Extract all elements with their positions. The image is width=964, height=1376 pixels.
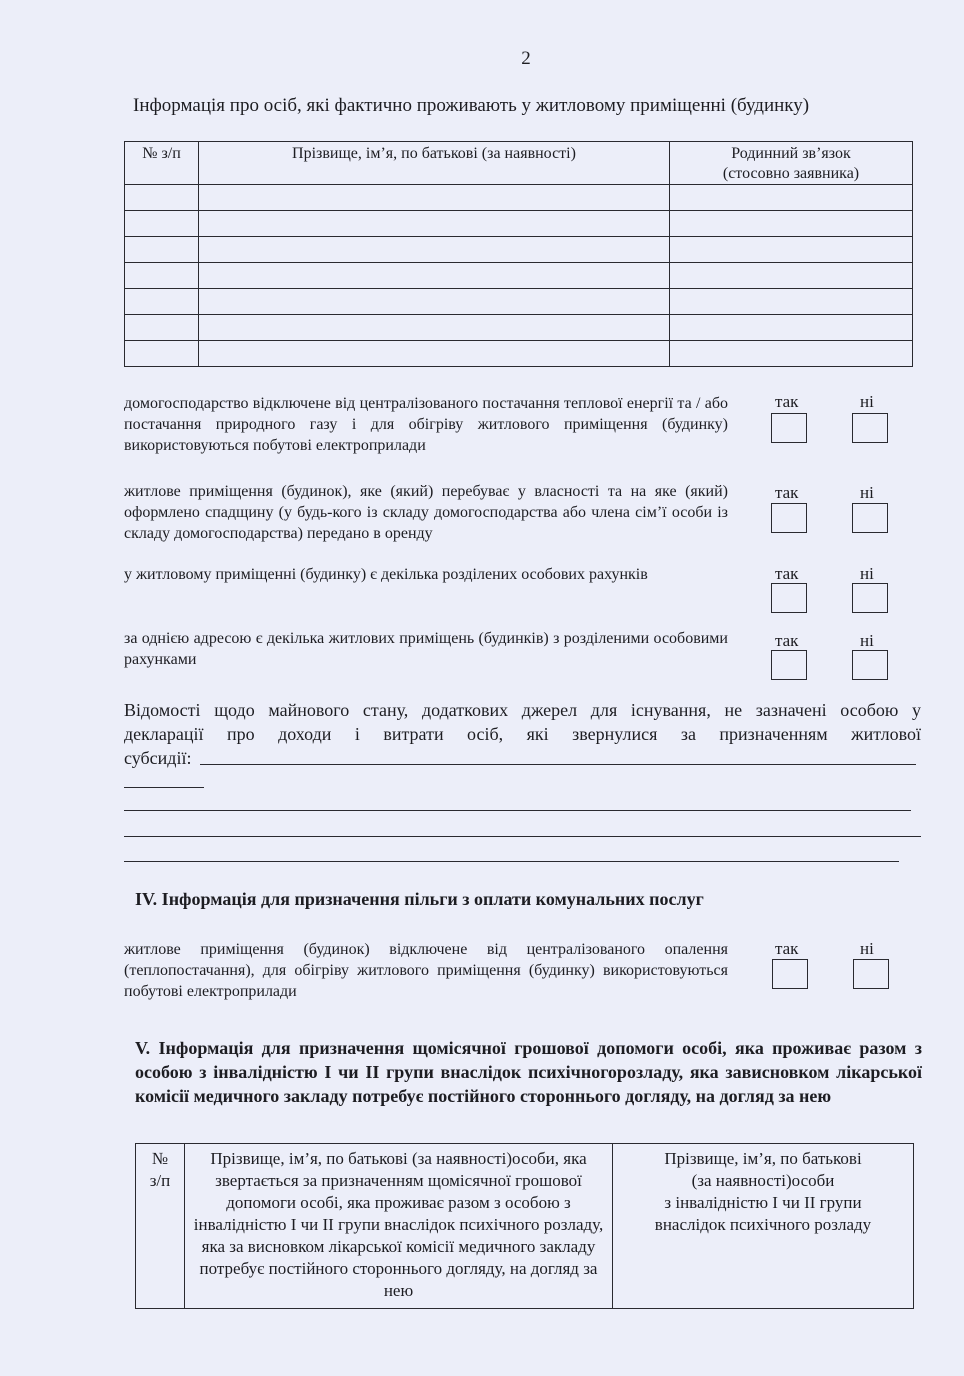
cell-name[interactable] bbox=[199, 211, 670, 237]
answer-line[interactable] bbox=[124, 810, 911, 811]
table-row bbox=[125, 211, 913, 237]
cell-num[interactable] bbox=[125, 315, 199, 341]
yes-label: так bbox=[775, 564, 799, 583]
no-checkbox[interactable] bbox=[852, 583, 888, 613]
caregiver-table bbox=[135, 1143, 914, 1309]
no-checkbox[interactable] bbox=[852, 413, 888, 443]
no-checkbox[interactable] bbox=[852, 503, 888, 533]
header-relation bbox=[670, 142, 913, 185]
no-label: ні bbox=[860, 392, 874, 411]
header-num: № з/п bbox=[125, 142, 199, 185]
cell-relation[interactable] bbox=[670, 263, 913, 289]
header-relation-line2: (стосовно заявника) bbox=[722, 165, 860, 182]
question-split-accounts: у житловому приміщенні (будинку) є декілька розділених особових рахунків bbox=[124, 566, 648, 583]
yes-label: так bbox=[775, 392, 799, 411]
header-disabled-person-name bbox=[613, 1144, 914, 1309]
cell-num[interactable] bbox=[125, 211, 199, 237]
table-row bbox=[125, 315, 913, 341]
cell-relation[interactable] bbox=[670, 289, 913, 315]
section4-question: житлове приміщення (будинок) відключене від централізованого опалення (теплопостачання), для обігріву житлового приміщення (будинку) використовуються побутові електроприлади bbox=[124, 941, 728, 1000]
section5-heading: V. Інформація для призначення щомісячної грошової допомоги особі, яка проживає разом з особою з інвалідністю I чи II групи внаслідок психічногорозладу, яка зависновком лікарської комісії медичного закладу потребує постійного стороннього догляду, на догляд за нею bbox=[135, 1038, 922, 1106]
cell-name[interactable] bbox=[199, 185, 670, 211]
cell-name[interactable] bbox=[199, 289, 670, 315]
answer-line[interactable] bbox=[200, 764, 916, 765]
yes-label: так bbox=[775, 631, 799, 650]
yes-label: так bbox=[775, 939, 799, 958]
no-label: ні bbox=[860, 483, 874, 502]
table-row bbox=[125, 289, 913, 315]
table-row bbox=[125, 263, 913, 289]
header-num-line1: № bbox=[151, 1149, 169, 1168]
header-disabled-line2: (за наявності)особи bbox=[691, 1171, 835, 1190]
residents-title: Інформація про осіб, які фактично проживають у житловому приміщенні (будинку) bbox=[133, 95, 810, 116]
property-info-line2: декларації про доходи і витрати осіб, які звернулися за призначенням житлової bbox=[124, 724, 921, 744]
header-name: Прізвище, ім’я, по батькові (за наявності) bbox=[199, 142, 670, 185]
header-num-line2: з/п bbox=[149, 1171, 171, 1190]
cell-relation[interactable] bbox=[670, 315, 913, 341]
no-label: ні bbox=[860, 939, 874, 958]
header-caregiver-text: Прізвище, ім’я, по батькові (за наявності)особи, яка звертається за призначенням щомісячної грошової допомоги особі, яка проживає разом з особою з інвалідністю I чи II групи внаслідок психічного розладу, яка за висновком лікарської комісії медичного закладу потребує постійного стороннього догляду, на догляд за нею bbox=[193, 1149, 604, 1300]
header-disabled-line3: з інвалідністю I чи II групи bbox=[664, 1193, 862, 1212]
page-number: 2 bbox=[521, 48, 531, 69]
cell-name[interactable] bbox=[199, 341, 670, 367]
header-disabled-line4: внаслідок психічного розладу bbox=[654, 1215, 872, 1234]
cell-name[interactable] bbox=[199, 237, 670, 263]
header-caregiver-name bbox=[185, 1144, 613, 1309]
no-checkbox[interactable] bbox=[853, 959, 889, 989]
property-info-line3: субсидії: bbox=[124, 748, 192, 768]
yes-checkbox[interactable] bbox=[771, 503, 807, 533]
cell-relation[interactable] bbox=[670, 341, 913, 367]
cell-name[interactable] bbox=[199, 315, 670, 341]
section4-heading: IV. Інформація для призначення пільги з оплати комунальних послуг bbox=[135, 889, 704, 909]
property-info-line1: Відомості щодо майнового стану, додаткових джерел для існування, не зазначені особою у bbox=[124, 700, 921, 720]
question-property-rented: житлове приміщення (будинок), яке (який) перебуває у власності та на яке (який) оформлено спадщину (у будь-кого із складу домогосподарства або члена сім’ї особи із складу домогосподарства) передано в оренду bbox=[124, 483, 728, 542]
header-num bbox=[136, 1144, 185, 1309]
cell-num[interactable] bbox=[125, 237, 199, 263]
answer-line[interactable] bbox=[124, 787, 204, 788]
answer-line[interactable] bbox=[124, 836, 921, 837]
no-checkbox[interactable] bbox=[852, 650, 888, 680]
question-heating-disconnected: домогосподарство відключене від централізованого постачання теплової енергії та / або постачання природного газу і для обігріву житлового приміщення (будинку) використовуються побутові електроприлади bbox=[124, 395, 728, 454]
yes-checkbox[interactable] bbox=[771, 650, 807, 680]
yes-label: так bbox=[775, 483, 799, 502]
cell-num[interactable] bbox=[125, 289, 199, 315]
no-label: ні bbox=[860, 631, 874, 650]
table-row bbox=[125, 341, 913, 367]
table-row bbox=[125, 185, 913, 211]
cell-relation[interactable] bbox=[670, 185, 913, 211]
cell-name[interactable] bbox=[199, 263, 670, 289]
yes-checkbox[interactable] bbox=[771, 583, 807, 613]
no-label: ні bbox=[860, 564, 874, 583]
cell-relation[interactable] bbox=[670, 211, 913, 237]
table-header-row bbox=[136, 1144, 914, 1309]
cell-num[interactable] bbox=[125, 185, 199, 211]
residents-table bbox=[124, 141, 913, 367]
table-row bbox=[125, 237, 913, 263]
cell-relation[interactable] bbox=[670, 237, 913, 263]
cell-num[interactable] bbox=[125, 341, 199, 367]
header-disabled-line1: Прізвище, ім’я, по батькові bbox=[664, 1149, 862, 1168]
yes-checkbox[interactable] bbox=[771, 413, 807, 443]
table-header-row bbox=[125, 142, 913, 185]
answer-line[interactable] bbox=[124, 861, 899, 862]
question-multiple-dwellings: за однією адресою є декілька житлових приміщень (будинків) з розділеними особовими рахунками bbox=[124, 630, 728, 668]
cell-num[interactable] bbox=[125, 263, 199, 289]
yes-checkbox[interactable] bbox=[772, 959, 808, 989]
header-relation-line1: Родинний зв’язок bbox=[731, 145, 851, 162]
